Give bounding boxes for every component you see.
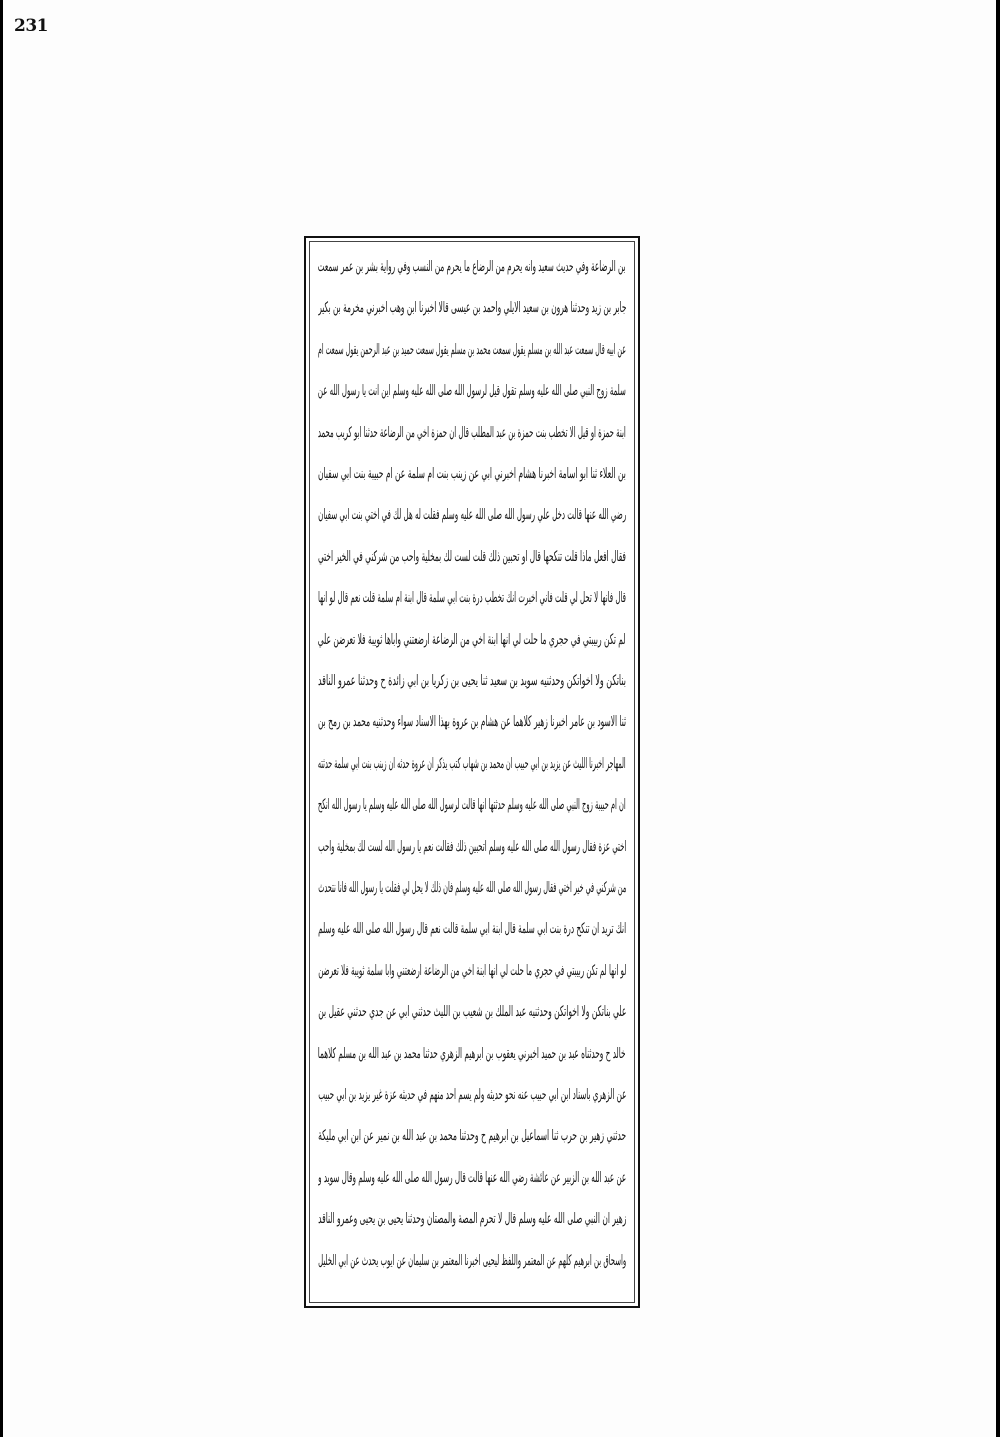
manuscript-line: عن عبد الله بن الزبير عن عائشة رضي الله عنها قالت قال رسول الله صلى الله عليه وسلم وقال سويد و — [317, 1169, 626, 1186]
manuscript-line: بناتكن ولا اخواتكن وحدثنيه سويد بن سعيد ثنا يحيى بن زكريا بن ابي زائدة ح وحدثنا عمرو الناقد — [318, 673, 626, 689]
right-scan-edge — [996, 0, 1000, 1437]
manuscript-text-block — [318, 250, 626, 1294]
manuscript-line: خالد ح وحدثناه عبد بن حميد اخبرني يعقوب بن ابرهيم الزهري حدثنا محمد بن عبد الله بن مسلم كلاهما — [318, 1045, 626, 1062]
manuscript-line: علي بناتكن ولا اخواتكن وحدثنيه عبد الملك بن شعيب بن الليث حدثني ابي عن جدي حدثني عقيل بن — [317, 1004, 626, 1021]
manuscript-line: فقال افعل ماذا قلت تنكحها قال او تحبين ذلك قلت لست لك بمخلية واحب من شركني في الخير اختي — [318, 548, 626, 565]
manuscript-line: سلمة زوج النبي صلى الله عليه وسلم تقول قيل لرسول الله صلى الله عليه وسلم اين انت يا رسول الله عن — [318, 383, 626, 400]
manuscript-line: بن العلاء ثنا ابو اسامة اخبرنا هشام اخبرني ابي عن زينب بنت ام سلمة عن ام حبيبة بنت ابي سفيان — [318, 466, 626, 482]
manuscript-line: جابر بن زيد وحدثنا هرون بن سعيد الايلي واحمد بن عيسى قالا اخبرنا ابن وهب اخبرني مخرمة بن بكير — [317, 300, 626, 317]
manuscript-line: من شركني في خير اختي فقال رسول الله صلى الله عليه وسلم فان ذلك لا يحل لي فقلت يا رسول الله فانا نتحدث — [317, 880, 626, 896]
folio-number: 231 — [14, 16, 48, 36]
manuscript-line: ثنا الاسود بن عامر اخبرنا زهير كلاهما عن هشام بن عروة بهذا الاسناد سواء وحدثنيه محمد بن رمح بن — [317, 714, 626, 731]
manuscript-line: حدثني زهير بن حرب ثنا اسماعيل بن ابرهيم ح وحدثنا محمد بن عبد الله بن نمير عن ابن ابي مليكة — [317, 1128, 626, 1145]
manuscript-line: المهاجر اخبرنا الليث عن يزيد بن ابي حبيب ان محمد بن شهاب كتب يذكر ان عروة حدثه ان زينب بنت ابي سلمة حدثته — [318, 755, 626, 772]
manuscript-line: قال فانها لا تحل لي قلت فاني اخبرت انك تخطب درة بنت ابي سلمة قال ابنة ام سلمة قلت نعم قال لو انها — [317, 590, 626, 607]
manuscript-line: عن ابيه قال سمعت عبد الله بن مسلم يقول سمعت محمد بن مسلم يقول سمعت حميد بن عبد الرحمن يقول سمعت ام — [318, 341, 626, 358]
manuscript-line: بن الرضاعة وفي حديث سعيد وانه يحرم من الرضاع ما يحرم من النسب وفي رواية بشر بن عمر سمعت — [318, 259, 626, 275]
manuscript-line: واسحاق بن ابرهيم كلهم عن المعتمر واللفظ ليحيى اخبرنا المعتمر بن سليمان عن ايوب يحدث عن ابي الخليل — [317, 1252, 626, 1269]
manuscript-line: رضي الله عنها قالت دخل علي رسول الله صلى الله عليه وسلم فقلت له هل لك في اختي بنت ابي سفيان — [317, 507, 626, 524]
manuscript-line: ابنة حمزة او قيل الا تخطب بنت حمزة بن عبد المطلب قال ان حمزة اخي من الرضاعة حدثنا ابو كريب محمد — [318, 424, 626, 441]
manuscript-line: انك تريد ان تنكح درة بنت ابي سلمة قال ابنة ابي سلمة قالت نعم قال رسول الله صلى الله عليه وسلم — [317, 921, 626, 938]
left-scan-edge — [0, 0, 3, 1437]
manuscript-line: لم تكن ربيبتي في حجري ما حلت لي انها ابنة اخي من الرضاعة ارضعتني واباها ثويبة فلا تعرضن علي — [318, 631, 626, 648]
manuscript-line: ان ام حبيبة زوج النبي صلى الله عليه وسلم حدثتها انها قالت لرسول الله صلى الله عليه وسلم يا رسول الله انكح — [318, 797, 626, 814]
manuscript-line: لو انها لم تكن ربيبتي في حجري ما حلت لي انها ابنة اخي من الرضاعة ارضعتني وابا سلمة ثويبة فلا تعرضن — [317, 962, 626, 979]
manuscript-line: عن الزهري باسناد ابن ابي حبيب عنه نحو حديثه ولم يسم احد منهم في حديثه عزة غير يزيد بن ابي حبيب — [317, 1087, 626, 1103]
manuscript-line: اختي عزة فقال رسول الله صلى الله عليه وسلم اتحبين ذلك فقالت نعم يا رسول الله لست لك بمخلية واحب — [317, 838, 626, 855]
manuscript-text-frame — [304, 236, 640, 1308]
manuscript-line: زهير ان النبي صلى الله عليه وسلم قال لا تحرم المصة والمصتان وحدثنا يحيى بن يحيى وعمرو الناقد — [317, 1211, 626, 1228]
